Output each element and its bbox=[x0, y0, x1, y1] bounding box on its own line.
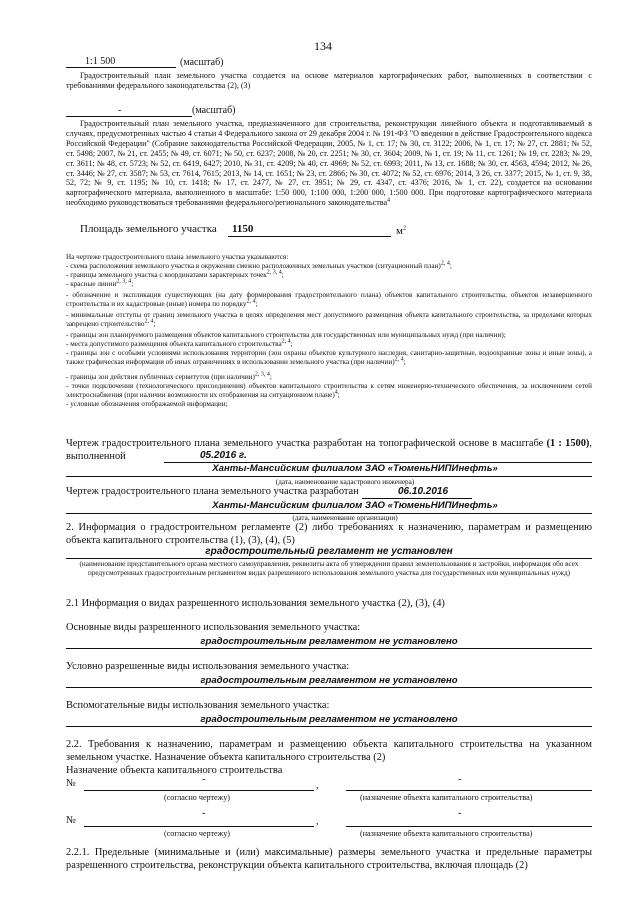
section21-conditional-value: градостроительным регламентом не установлено bbox=[200, 675, 458, 686]
section21-main-underline bbox=[66, 648, 592, 649]
drawing-item: - минимальные отступы от границ земельного участка в целях определения мест допустимого размещения объекта капитального строительства, за пределами которых запрещено строительство$^{2, 4}$; bbox=[66, 311, 592, 328]
drawing-item: - схема расположения земельного участка в окружении смежно расположенных земельных участков (ситуационный план)$^{2, 4}$; bbox=[66, 260, 452, 270]
section21-title: 2.1 Информация о видах разрешенного использования земельного участка (2), (3), (4) bbox=[66, 598, 445, 609]
area-value: 1150 bbox=[232, 223, 254, 235]
section2-caption: (наименование представительного органа местного самоуправления, реквизиты акта об утверждении правил землепользования и застройки, информация обо всех предусмотренных градостроительным регламентом видах разрешенного использования земельного участка для государственных или муниципальных нужд) bbox=[79, 560, 579, 577]
row2-purpose-value: - bbox=[458, 808, 462, 819]
section21-main-label: Основные виды разрешенного использования земельного участка: bbox=[66, 622, 361, 633]
row2-comma: , bbox=[316, 816, 319, 827]
row1-comma: , bbox=[316, 780, 319, 791]
developed-date-underline bbox=[362, 498, 472, 499]
topo-org-underline bbox=[66, 476, 592, 477]
topo-org-caption: (дата, наименование кадастрового инженера) bbox=[275, 478, 415, 486]
row1-number-underline bbox=[84, 790, 314, 791]
scale2-value: - bbox=[118, 105, 122, 116]
section21-auxiliary-value: градостроительным регламентом не установлено bbox=[200, 714, 458, 725]
drawing-item: - условные обозначения отображаемой информации; bbox=[66, 400, 228, 408]
row1-caption-right: (назначение объекта капитального строительства) bbox=[360, 793, 533, 802]
row2-caption-right: (назначение объекта капитального строительства) bbox=[360, 829, 533, 838]
row1-caption-left: (согласно чертежу) bbox=[164, 793, 230, 802]
drawing-item: - обозначение и экспликация существующих (на дату формирования градостроительного плана) объектов капитального строительства, объектов незавершенного строительства и их кадастровые (иные) номера по порядку$^{2, 4}$; bbox=[66, 291, 592, 308]
section22-subtitle: Назначение объекта капитального строительства bbox=[66, 765, 283, 776]
scale1-underline bbox=[66, 67, 176, 68]
topo-text: Чертеж градостроительного плана земельного участка разработан на топографической основе в масштабе (1 : 1500), выполненной bbox=[66, 438, 592, 462]
drawing-item: - границы зон планируемого размещения объектов капитального строительства для государственных или муниципальных нужд (при наличии); bbox=[66, 331, 506, 339]
section21-main-value: градостроительным регламентом не установлено bbox=[200, 636, 458, 647]
section21-auxiliary-underline bbox=[66, 726, 592, 727]
topo-org: Ханты-Мансийским филиалом ЗАО «ТюменьНИПИнефть» bbox=[212, 463, 498, 474]
row1-number-value: - bbox=[202, 774, 206, 785]
row1-purpose-value: - bbox=[458, 774, 462, 785]
row2-number-underline bbox=[84, 826, 314, 827]
area-unit: $м^2$ bbox=[396, 225, 406, 237]
page-number: 134 bbox=[314, 39, 332, 53]
developed-org: Ханты-Мансийским филиалом ЗАО «ТюменьНИПИнефть» bbox=[212, 500, 498, 511]
section22-title: 2.2. Требования к назначению, параметрам и размещению объекта капитального строительства на указанном земельном участке. Назначение объекта капитального строительства (2) bbox=[66, 739, 592, 763]
drawing-item: - места допустимого размещения объекта капитального строительства$^{2, 4}$; bbox=[66, 338, 293, 348]
section21-conditional-underline bbox=[66, 687, 592, 688]
section21-auxiliary-label: Вспомогательные виды использования земельного участка: bbox=[66, 700, 330, 711]
drawing-items bbox=[66, 253, 592, 409]
drawing-item: - красные линии$^{2, 3, 4}$; bbox=[66, 278, 134, 288]
row1-purpose-underline bbox=[346, 790, 592, 791]
section2-title: 2. Информация о градостроительном регламенте (2) либо требованиях к назначению, параметрам и размещению объекта капитального строительства (1), (3), (4), (5) bbox=[66, 522, 592, 546]
developed-text: Чертеж градостроительного плана земельного участка разработан bbox=[66, 486, 359, 497]
scale2-note: Градостроительный план земельного участка, предназначенного для строительства, реконструкции линейного объекта и подготавливаемый в случаях, предусмотренных частью 4 статьи 4 Федерального закона от 29 декабря 2004 г. № 191-ФЗ "О введении в действие Градостроительного кодекса Российской Федерации" (Собрание законодательства Российской Федерации, 2005, № 1, ст. 17; № 30, ст. 3122; 2006, № 1, ст. 17; № 27, ст. 2881; № 52, ст. 5498; 2007, № 21, ст. 2455; № 49, ст. 6071; № 50, ст. 6237; 2008, № 20, ст. 2251; № 30, ст. 3604; 2009, № 1, ст. 19; № 11, ст. 1261; № 19, ст. 2283; № 29, ст. 3611; № 48, ст. 5723; № 52, ст. 6419, 6427; 2010, № 31, ст. 4209; № 40, ст. 4969; № 52, ст. 6993; 2011, № 13, ст. 1688; № 30, ст. 4563, 4594; 2012, № 26, ст. 3446; № 27, ст. 3587; № 53, ст. 7614, 7615; 2013, № 14, ст. 1651; № 23, ст. 2866; № 30, ст. 4072; № 52, ст. 6976; 2014, 3 26, ст. 3377; 2015, № 1, ст. 9, 38, 52, 72; № 9, ст. 1195; № 10, ст. 1418; № 17, ст. 2477, № 27, ст. 3951; № 29, ст. 4347, ст. 4376; 2016, № 1, ст. 22), создается на основании картографического материала, выполненного в масштабе: 1:50 000, 1:100 000, 1:200 000, 1:500 000. При подготовке картографического материала необходимо руководствоваться требованиями федерального/регионального законодательства$^4$ bbox=[66, 119, 592, 208]
row1-number-sign: № bbox=[66, 778, 76, 789]
scale2-underline bbox=[66, 116, 192, 117]
scale1-label: (масштаб) bbox=[180, 57, 224, 68]
topo-date: 05.2016 г. bbox=[200, 450, 247, 461]
area-label: Площадь земельного участка bbox=[80, 223, 217, 235]
drawing-item: - границы зон с особыми условиями использования территории (зон охраны объектов культурного наследия, санитарно-защитные, водоохранные зоны и иные зоны), а также графическая информация об иных ограничениях в использовании земельного участка (при наличии)$^{2, 4}$; bbox=[66, 349, 592, 366]
scale1-note: Градостроительный план земельного участка создается на основе материалов картографических работ, выполненных в соответствии с требованиями федерального законодательства (2), (3) bbox=[66, 71, 592, 90]
developed-org-caption: (дата, наименование организации) bbox=[292, 514, 398, 522]
section2-value: градостроительный регламент не установлен bbox=[205, 546, 453, 557]
row2-purpose-underline bbox=[346, 826, 592, 827]
scale1-value: 1:1 500 bbox=[85, 56, 116, 67]
scale2-label: (масштаб) bbox=[192, 105, 236, 116]
developed-date: 06.10.2016 bbox=[398, 486, 449, 497]
drawing-item: - границы земельного участка с координатами характерных точек$^{2, 3, 4}$; bbox=[66, 269, 284, 279]
drawing-item: - точки подключения (технологического присоединения) объектов капитального строительства к сетям инженерно-технического обеспечения, за исключением сетей электроснабжения (при наличии возможности их отображения на ситуационном плане)$^4$; bbox=[66, 382, 592, 399]
row2-number-sign: № bbox=[66, 815, 76, 826]
section221-title: 2.2.1. Предельные (минимальные и (или) максимальные) размеры земельного участка и предельные параметры разрешенного строительства, реконструкции объекта капитального строительства, включая площадь (2) bbox=[66, 847, 592, 871]
drawing-item: - границы зон действия публичных сервитутов (при наличии)$^{2, 3, 4}$; bbox=[66, 371, 272, 381]
section21-conditional-label: Условно разрешенные виды использования земельного участка: bbox=[66, 661, 350, 672]
drawing-items-title: На чертеже градостроительного плана земельного участка указываются: bbox=[66, 253, 289, 261]
area-underline bbox=[228, 236, 391, 237]
row2-number-value: - bbox=[202, 808, 206, 819]
section2-underline bbox=[66, 558, 592, 559]
row2-caption-left: (согласно чертежу) bbox=[164, 829, 230, 838]
